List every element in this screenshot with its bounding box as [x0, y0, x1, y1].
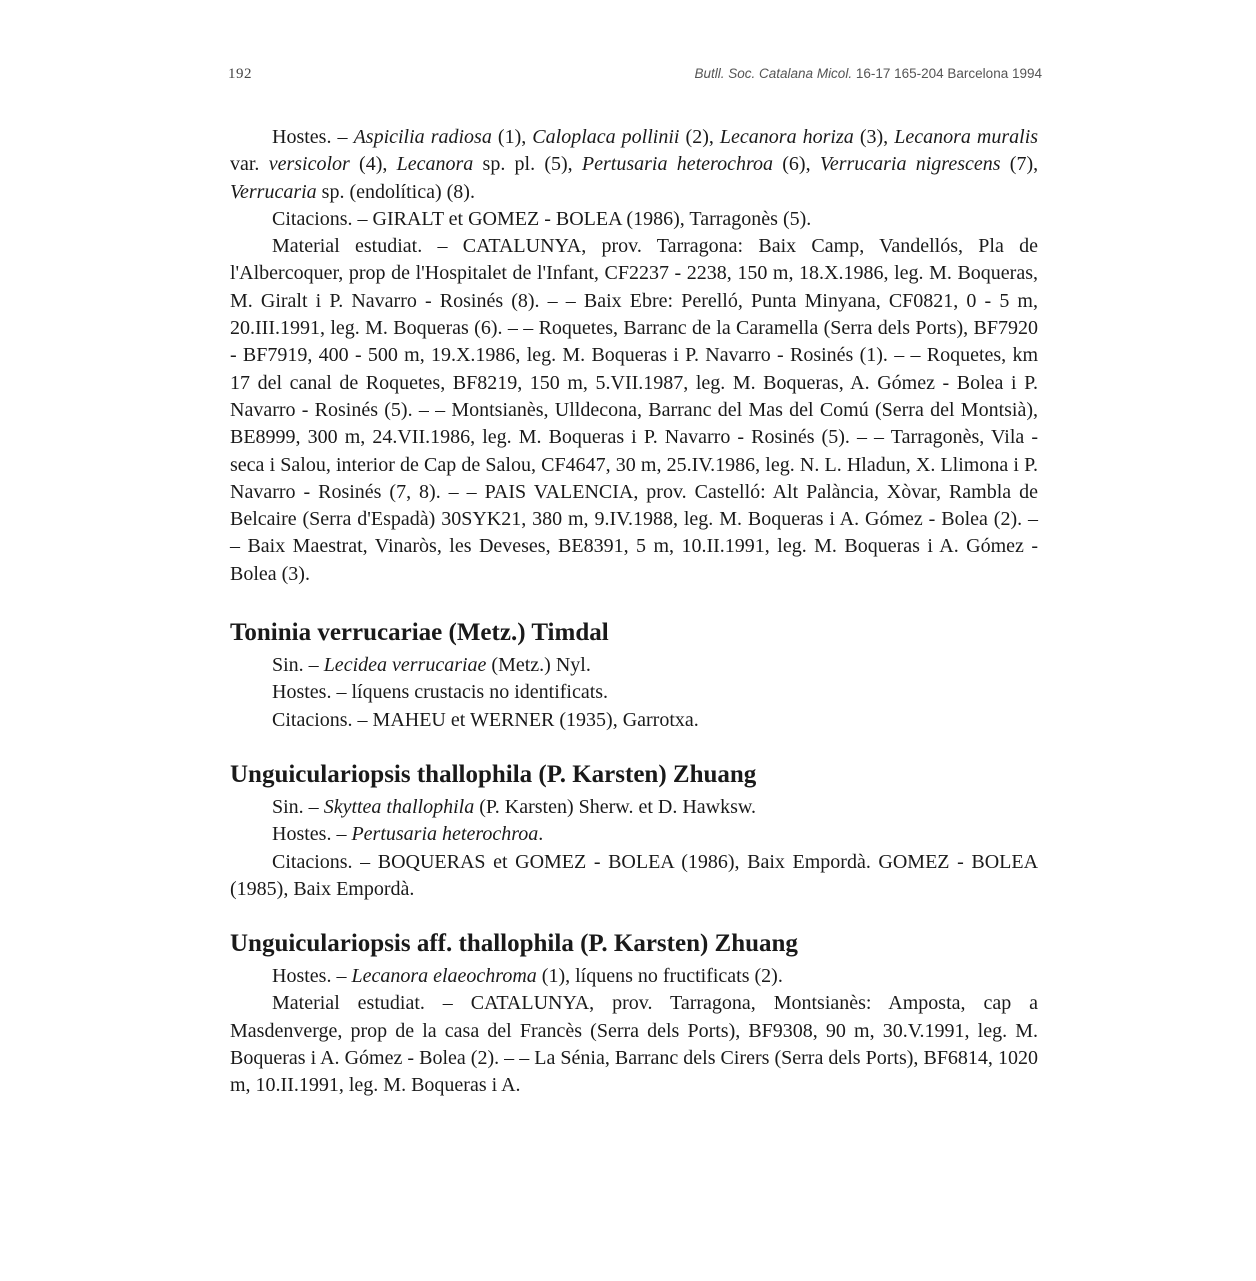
host-ref: (3),	[859, 126, 889, 148]
host-ref: (7),	[1009, 153, 1039, 176]
citations-label: Citacions. –	[272, 708, 368, 731]
synonym-label: Sin. –	[272, 795, 319, 818]
host-rank: var.	[230, 153, 260, 176]
hosts-line	[272, 679, 1038, 706]
hosts-label: Hostes. –	[272, 823, 347, 846]
host-name: Aspicilia radiosa	[353, 126, 492, 148]
hosts-line	[230, 821, 1038, 848]
material-label: Material estudiat. –	[272, 992, 453, 1015]
hosts-label: Hostes. –	[272, 126, 348, 148]
host-ref: sp. pl. (5),	[482, 153, 573, 176]
host-name: Lecanora elaeochroma	[351, 965, 537, 988]
citations-text: GIRALT et GOMEZ - BOLEA (1986), Tarragonès (5).	[372, 207, 812, 230]
journal-title: Butll. Soc. Catalana Micol.	[694, 66, 853, 81]
host-ref: sp. (endolítica) (8).	[321, 180, 475, 203]
material-paragraph	[230, 990, 1038, 1099]
citations-label: Citacions. –	[272, 207, 368, 230]
host-name: versicolor	[268, 153, 350, 176]
material-text: CATALUNYA, prov. Tarragona, Montsianès: Amposta, cap a Masdenverge, prop de la casa del Francès (Serra dels Ports), BF9308, 90 m, 30.V.1991, leg. M. Boqueras i A. Gómez - Bolea (2). – – La Sénia, Barranc dels Cirers (Serra dels Ports), BF6814, 1020 m, 10.II.1991, leg. M. Boqueras i A.	[230, 992, 1039, 1097]
hosts-line	[230, 963, 1038, 990]
host-ref: (2),	[685, 126, 714, 148]
species-title: Unguiculariopsis aff. thallophila (P. Karsten) Zhuang	[230, 930, 798, 958]
synonym-line	[230, 794, 1038, 821]
citations-line	[272, 707, 1038, 734]
host-name: Lecanora	[396, 153, 474, 176]
material-label: Material estudiat. –	[272, 235, 448, 258]
hosts-label: Hostes. –	[272, 681, 347, 704]
journal-reference	[695, 66, 1043, 81]
host-name: Pertusaria heterochroa	[351, 823, 539, 846]
host-name: Caloplaca pollinii	[532, 126, 680, 148]
citations-line	[230, 849, 1038, 904]
host-ref: (1),	[497, 126, 527, 148]
hosts-text: (1), líquens no fructificats (2).	[541, 965, 783, 988]
host-name: Lecanora horiza	[719, 126, 854, 148]
synonym-author: (P. Karsten) Sherw. et D. Hawksw.	[479, 795, 757, 818]
hosts-end: .	[538, 823, 544, 846]
synonym-author: (Metz.) Nyl.	[491, 654, 591, 677]
host-name: Verrucaria nigrescens	[819, 153, 1001, 176]
page-number: 192	[228, 66, 252, 82]
journal-details: 16-17 165-204 Barcelona 1994	[855, 66, 1042, 81]
hosts-text: líquens crustacis no identificats.	[351, 681, 609, 704]
host-name: Verrucaria	[230, 180, 317, 203]
hosts-label: Hostes. –	[272, 965, 347, 988]
toninia-section	[230, 618, 1038, 734]
citations-paragraph	[230, 206, 1038, 233]
synonym-name: Lecidea verrucariae	[323, 654, 487, 677]
host-name: Lecanora muralis	[894, 126, 1039, 148]
material-text: CATALUNYA, prov. Tarragona: Baix Camp, Vandellós, Pla de l'Albercoquer, prop de l'Hospitalet de l'Infant, CF2237 - 2238, 150 m, 18.X.1986, leg. M. Boqueras, M. Giralt i P. Navarro - Rosinés (8). – – Baix Ebre: Perelló, Punta Minyana, CF0821, 0 - 5 m, 20.III.1991, leg. M. Boqueras (6). – – Roquetes, Barranc de la Caramella (Serra dels Ports), BF7920 - BF7919, 400 - 500 m, 19.X.1986, leg. M. Boqueras i P. Navarro - Rosinés (1). – – Roquetes, km 17 del canal de Roquetes, BF8219, 150 m, 5.VII.1987, leg. M. Boqueras, A. Gómez - Bolea i P. Navarro - Rosinés (5). – – Montsianès, Ulldecona, Barranc del Mas del Comú (Serra del Montsià), BE8999, 300 m, 24.VII.1986, leg. M. Boqueras i P. Navarro - Rosinés (5). – – Tarragonès, Vila - seca i Salou, interior de Cap de Salou, CF4647, 30 m, 25.IV.1986, leg. N. L. Hladun, X. Llimona i P. Navarro - Rosinés (7, 8). – – PAIS VALENCIA, prov. Castelló: Alt Palància, Xòvar, Rambla de Belcaire (Serra d'Espadà) 30SYK21, 380 m, 9.IV.1988, leg. M. Boqueras i A. Gómez - Bolea (2). – – Baix Maestrat, Vinaròs, les Deveses, BE8391, 5 m, 10.II.1991, leg. M. Boqueras i A. Gómez - Bolea (3).	[230, 235, 1038, 585]
citations-text: BOQUERAS et GOMEZ - BOLEA (1986), Baix Empordà. GOMEZ - BOLEA (1985), Baix Empordà.	[230, 850, 1039, 900]
material-paragraph	[230, 233, 1038, 588]
synonym-line	[272, 652, 1038, 679]
synonym-name: Skyttea thallophila	[323, 795, 475, 818]
unguiculariopsis-aff-section	[230, 929, 1038, 1099]
hosts-paragraph	[230, 124, 1038, 206]
species-title: Toninia verrucariae (Metz.) Timdal	[230, 619, 609, 647]
species-title: Unguiculariopsis thallophila (P. Karsten) Zhuang	[230, 760, 757, 788]
synonym-label: Sin. –	[272, 654, 319, 677]
article-body	[230, 124, 1038, 1100]
host-name: Pertusaria heterochroa	[581, 153, 773, 176]
host-ref: (4),	[359, 153, 388, 176]
citations-text: MAHEU et WERNER (1935), Garrotxa.	[372, 708, 699, 731]
host-ref: (6),	[782, 153, 811, 176]
citations-label: Citacions. –	[272, 850, 371, 873]
unguiculariopsis-section	[230, 760, 1038, 903]
